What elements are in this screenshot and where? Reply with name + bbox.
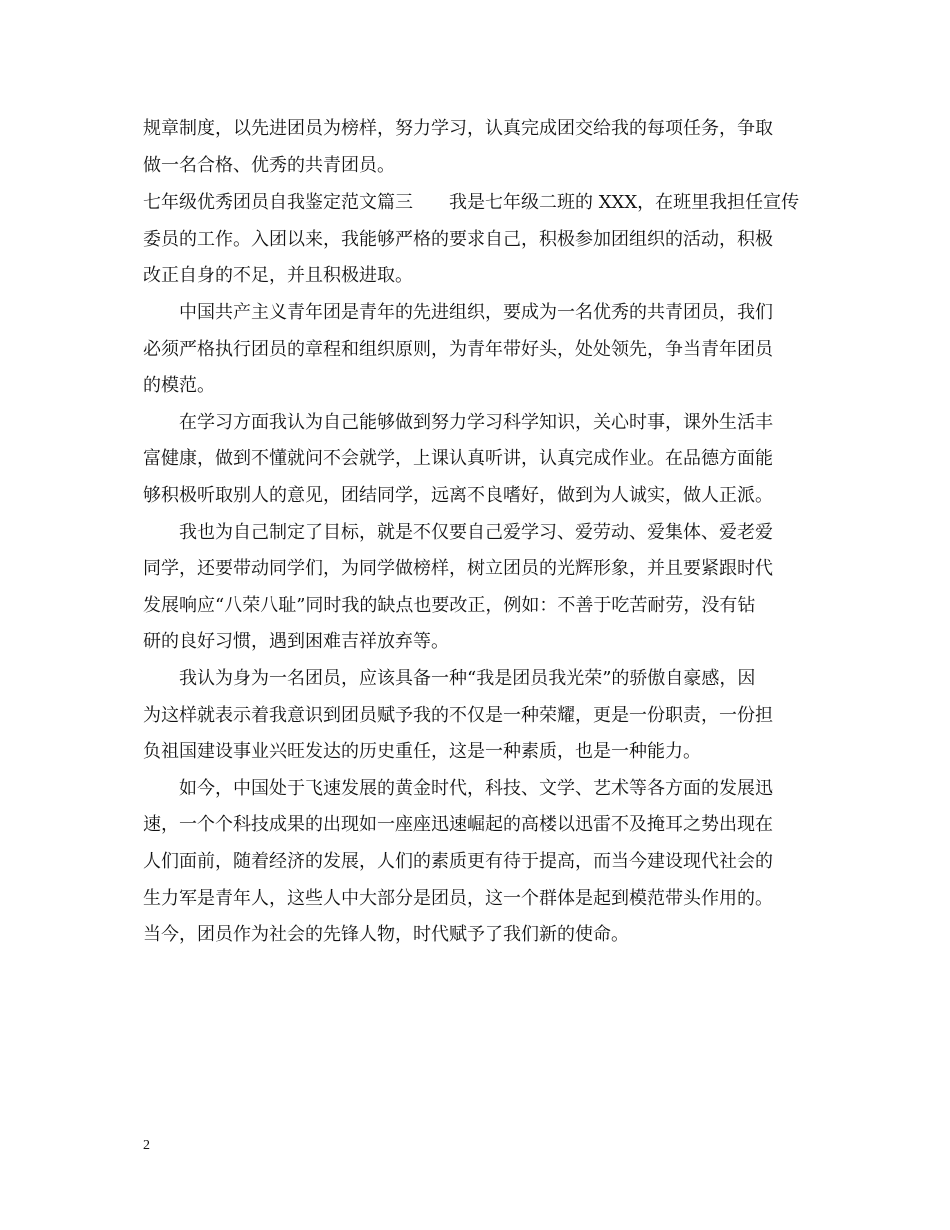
text-line: 七年级优秀团员自我鉴定范文篇三 我是七年级二班的 XXX，在班里我担任宣传 — [143, 192, 800, 213]
text-line: 在学习方面我认为自己能够做到努力学习科学知识，关心时事，课外生活丰 — [143, 412, 773, 433]
text-line: 必须严格执行团员的章程和组织原则，为青年带好头，处处领先，争当青年团员 — [143, 339, 773, 360]
text-line: 改正自身的不足，并且积极进取。 — [143, 265, 413, 286]
text-line: 当今，团员作为社会的先锋人物，时代赋予了我们新的使命。 — [143, 924, 629, 945]
text-line: 为这样就表示着我意识到团员赋予我的不仅是一种荣耀，更是一份职责，一份担 — [143, 705, 773, 726]
text-line: 中国共产主义青年团是青年的先进组织，要成为一名优秀的共青团员，我们 — [143, 302, 773, 323]
text-line: 我也为自己制定了目标，就是不仅要自己爱学习、爱劳动、爱集体、爱老爱 — [143, 522, 773, 543]
text-line: 的模范。 — [143, 375, 215, 396]
text-line: 规章制度，以先进团员为榜样，努力学习，认真完成团交给我的每项任务，争取 — [143, 118, 773, 139]
text-line: 委员的工作。入团以来，我能够严格的要求自己，积极参加团组织的活动，积极 — [143, 229, 773, 250]
text-line: 如今，中国处于飞速发展的黄金时代，科技、文学、艺术等各方面的发展迅 — [143, 778, 773, 799]
text-line: 负祖国建设事业兴旺发达的历史重任，这是一种素质，也是一种能力。 — [143, 741, 701, 762]
text-line: 做一名合格、优秀的共青团员。 — [143, 155, 395, 176]
text-line: 同学，还要带动同学们，为同学做榜样，树立团员的光辉形象，并且要紧跟时代 — [143, 558, 773, 579]
text-line: 够积极听取别人的意见，团结同学，远离不良嗜好，做到为人诚实，做人正派。 — [143, 485, 773, 506]
text-line: 研的良好习惯，遇到困难吉祥放弃等。 — [143, 631, 449, 652]
text-line: 生力军是青年人，这些人中大部分是团员，这一个群体是起到模范带头作用的。 — [143, 888, 773, 909]
text-line: 我认为身为一名团员，应该具备一种“我是团员我光荣”的骄傲自豪感，因 — [143, 668, 756, 689]
text-line: 富健康，做到不懂就问不会就学，上课认真听讲，认真完成作业。在品德方面能 — [143, 448, 773, 469]
text-line: 发展响应“八荣八耻”同时我的缺点也要改正，例如：不善于吃苦耐劳，没有钻 — [143, 595, 756, 616]
text-line: 速，一个个科技成果的出现如一座座迅速崛起的高楼以迅雷不及掩耳之势出现在 — [143, 814, 773, 835]
page-number: 2 — [143, 1138, 150, 1153]
text-line: 人们面前，随着经济的发展，人们的素质更有待于提高，而当今建设现代社会的 — [143, 851, 773, 872]
